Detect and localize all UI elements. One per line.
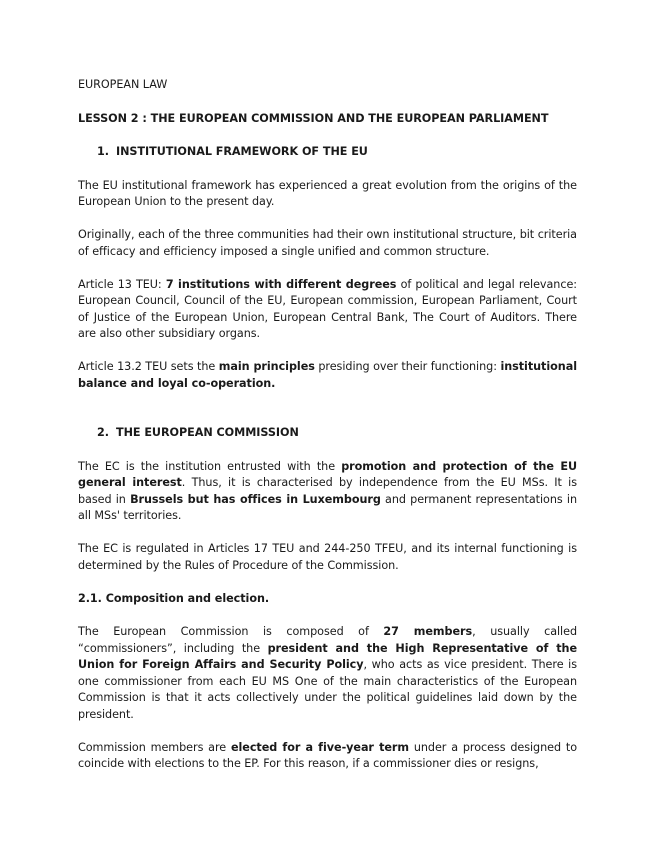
section-2-number: 2. [97, 426, 109, 439]
bold-text-run: institutional balance and loyal co-operation. [78, 360, 577, 390]
document-header: EUROPEAN LAW [78, 78, 168, 91]
text-run: . Thus, it is characterised by independence from the EU MSs. It is based in [78, 476, 577, 506]
section-1-heading [97, 144, 577, 161]
subsection-2-1-heading: 2.1. Composition and election. [78, 591, 270, 605]
section-1-paragraph-1: The EU institutional framework has experienced a great evolution from the origins of the European Union to the present day. [78, 178, 577, 208]
section-2-heading [97, 425, 577, 442]
bold-text-run: Brussels but has offices in Luxembourg [130, 492, 381, 506]
subsection-2-1-paragraph-1 [78, 624, 577, 723]
text-run: under a process designed to coincide with elections to the EP. For this reason, if a commissioner dies or resigns, [78, 740, 578, 770]
bold-text-run: 27 members [383, 625, 473, 638]
bold-text-run: main principles [218, 360, 315, 373]
section-1-title: INSTITUTIONAL FRAMEWORK OF THE EU [116, 145, 368, 158]
text-run: and permanent representations in all MSs' territories. [78, 492, 577, 522]
text-run: of political and legal relevance: European Council, Council of the EU, European commission, European Parliament, Court of Justice of the European Union, European Central Bank, The Court of Auditors. There are also other subsidiary organs. [78, 277, 577, 340]
section-2-title: THE EUROPEAN COMMISSION [116, 426, 299, 439]
bold-text-run: 7 institutions with different degrees [165, 277, 397, 291]
text-run: presiding over their functioning: [314, 360, 501, 373]
text-run: , who acts as vice president. There is one commissioner from each EU MS One of the main characteristics of the European Commission is that it acts collectively under the political guidelines laid down by the president. [78, 658, 578, 721]
text-run: Article 13 TEU: [78, 277, 166, 291]
text-run: , usually called “commissioners”, including the [78, 625, 578, 655]
lesson-title: LESSON 2 : THE EUROPEAN COMMISSION AND THE EUROPEAN PARLIAMENT [78, 111, 549, 125]
text-run: The European Commission is composed of [78, 625, 384, 638]
bold-text-run: promotion and protection of the EU general interest [78, 459, 577, 489]
text-run: Article 13.2 TEU sets the [78, 360, 219, 373]
section-1-paragraph-4 [78, 359, 577, 392]
text-run: Commission members are [78, 740, 231, 754]
section-2-paragraph-2: The EC is regulated in Articles 17 TEU and 244-250 TFEU, and its internal functioning is determined by the Rules of Procedure of the Commission. [78, 542, 577, 572]
subsection-2-1-paragraph-2 [78, 740, 577, 773]
section-1-paragraph-2: Originally, each of the three communities had their own institutional structure, bit criteria of efficacy and efficiency imposed a single unified and common structure. [78, 228, 577, 258]
section-2-paragraph-1 [78, 459, 577, 525]
bold-text-run: elected for a five-year term [230, 740, 409, 754]
section-1-paragraph-3 [78, 277, 577, 343]
text-run: The EC is the institution entrusted with the [78, 459, 342, 473]
section-1-number: 1. [97, 145, 109, 158]
bold-text-run: president and the High Representative of the Union for Foreign Affairs and Security Policy [78, 641, 577, 671]
